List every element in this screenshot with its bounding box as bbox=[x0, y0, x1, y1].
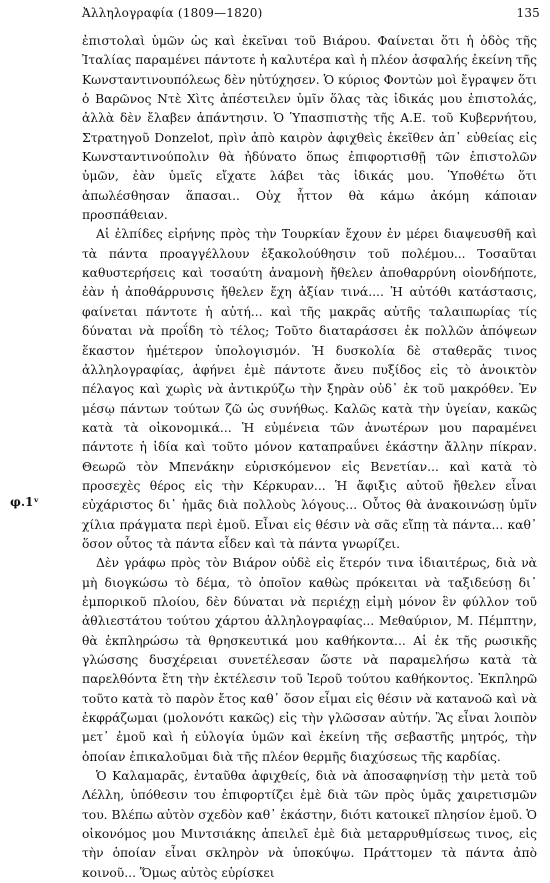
running-title-text: Ἀλληλογραφία bbox=[82, 6, 174, 20]
paragraph-3: Δὲν γράφω πρὸς τὸν Βιάρον οὐδὲ εἰς ἕτερόν τινα ἰδιαιτέρως, διὰ νὰ μὴ διογκώσω τὸ δέμα, τὸ ὁποῖον καθὼς πρόκειται νὰ ταξιδεύσῃ δι᾿ ἐμπορικοῦ πλοίου, δὲν δύναται νὰ περιέχῃ εἰμὴ μόνον ἓν φύλλον τοῦ ἀθλιεστάτου τούτου χάρτου ἀλληλογραφίας... Μεθαύριον, Μ. Πέμπτην, θὰ ἐκπληρώσω τὰ θρησκευτικά μου καθήκοντα... Αἱ ἐκ τῆς ρωσικῆς γλώσσης δυσχέρειαι συνετέλεσαν ὥστε νὰ παραμελήσω κατὰ τὰ παρελθόντα ἔτη τὴν ἐκτέλεσιν τοῦ Ἱεροῦ τούτου καθήκοντος. Ἐκπληρῶ τοῦτο κατὰ τὸ παρὸν ἔτος καθ᾿ ὅσον εἶμαι εἰς θέσιν νὰ κατανοῶ καὶ νὰ ἐκφράζωμαι (μολονότι κακῶς) εἰς τὴν γλῶσσαν αὐτήν. Ἂς εἶναι λοιπὸν μετ᾿ ἐμοῦ καὶ ἡ εὐλογία ὑμῶν καὶ ἐκείνη τῆς σεβαστῆς μητρός, τὴν ὁποίαν ἐπικαλοῦμαι διὰ τῆς πλέον θερμῆς διαχύσεως τῆς καρδίας. bbox=[82, 556, 537, 764]
page-number: 135 bbox=[516, 6, 540, 20]
paragraph-4: Ὁ Καλαμαρᾶς, ἐνταῦθα ἀφιχθείς, διὰ νὰ ἀποσαφηνίσῃ τὴν μετὰ τοῦ Λέλλη, ὑπόθεσιν του ἐπιφορτίζει ἐμὲ διὰ τῶν πρὸς ὑμᾶς χαιρετισμῶν του. Βλέπω αὐτὸν σχεδὸν καθ᾿ ἑκάστην, διότι κατοικεῖ πλησίον ἐμοῦ. Ὁ οἰκονόμος μου Μιντσιάκης ἀπειλεῖ ἐμὲ διὰ μεταρρυθμίσεως τινος, εἰς τὴν ὁποίαν εἶναι σκληρὸν νὰ ὑποκύψω. Πράττομεν τὰ πάντα ἀπὸ κοινοῦ... Ὅμως αὐτὸς εὑρίσκει bbox=[82, 769, 537, 880]
running-head bbox=[82, 6, 540, 24]
folio-margin-note: φ.1ᵛ bbox=[10, 495, 40, 509]
running-title bbox=[82, 6, 263, 20]
paragraph-2: Αἱ ἐλπίδες εἰρήνης πρὸς τὴν Τουρκίαν ἔχουν ἐν μέρει διαψευσθῆ καὶ τὰ πάντα προαγγέλλουν ἐξακολούθησιν τοῦ πολέμου... Τοσαῦται καθυστερήσεις καὶ τοσαύτη ἀναμονὴ ἤθελεν ἀποθαρρύνη οἰονδήποτε, ἐὰν ἡ ἀποθάρρυνσις ἤθελεν ἔχη ἀξίαν τινά.... Ἡ αὐτόθι κατάστασις, φαίνεται πάντοτε ἡ αὐτή... καὶ τῆς μακρᾶς αὐτῆς ταλαιπωρίας τίς δύναται νὰ προΐδη τὸ τέλος; Τοῦτο διαταράσσει ἐκ πολλῶν ἀπόψεων ἕκαστον ἡμέτερον ὑπολογισμόν. Ἡ δυσκολία δὲ σταθερᾶς τινος ἀλληλογραφίας, ἀφήνει ἐμὲ πάντοτε ἄνευ πυξίδος εἰς τὸ ἀνοικτὸν πέλαγος καὶ χωρὶς νὰ ἀντικρύζω τὴν ξηρὰν οὐδ᾿ ἐκ τοῦ μακρόθεν. Ἐν μέσῳ πάντων τούτων ζῶ ὡς συνήθως. Καλῶς κατὰ τὴν ὑγείαν, κακῶς κατὰ τὰ οἰκονομικά... Ἡ εὐμένεια τῶν ἀνωτέρων μου παραμένει πάντοτε ἡ ἰδία καὶ τοῦτο μόνον καταπραΰνει ἑκάστην ἄλλην πίκραν. Θεωρῶ τὸν Μπενάκην εὑρισκόμενον εἰς Βενετίαν... καὶ κατὰ τὸ προσεχὲς θέρος εἰς τὴν Κέρκυραν... Ἡ ἄφιξις αὐτοῦ ἤθελεν εἶναι εὐχάριστος δι᾿ ἡμᾶς διὰ πολλοὺς λόγους... Οὗτος θὰ ἀνακοινώσῃ ὑμῖν χίλια πράγματα περὶ ἐμοῦ. Εἶναι εἰς θέσιν νὰ σᾶς εἴπῃ τὰ πάντα... καθ᾿ ὅσον οὗτος τὰ πάντα εἶδεν καὶ τὰ πάντα γνωρίζει. bbox=[82, 227, 537, 551]
running-title-years: (1809—1820) bbox=[177, 6, 263, 20]
paragraph-1: ἐπιστολαὶ ὑμῶν ὡς καὶ ἐκεῖναι τοῦ Βιάρου. Φαίνεται ὅτι ἡ ὁδὸς τῆς Ἰταλίας παραμένει πάντοτε ἡ καλυτέρα καὶ ἡ πλέον ἀσφαλής ἐκείνη τῆς Κωνσταντινουπόλεως δὲν ηὐτύχησεν. Ὁ κύριος Φοντὼν μοὶ ἔγραψεν ὅτι ὁ Βαρῶνος Ντὲ Χὶτς ἀπέστειλεν ὑμῖν ὅλας τὰς ἰδικάς μου ἐπιστολάς, ἀλλὰ δὲν ἔλαβεν ἀπάντησιν. Ὁ Ὑπασπιστὴς τῆς Α.Ε. τοῦ Κυβερνήτου, Στρατηγοῦ Donzelot, πρὶν ἀπὸ καιρὸν ἀφιχθεὶς ἐκεῖθεν ἀπ᾿ εὐθείας εἰς Κωνσταντινούπολιν θὰ ἠδύνατο ὅπως ἐπιφορτισθῇ τῶν ἐπιστολῶν ὑμῶν, ἐὰν ὑμεῖς εἴχατε λάβει τὰς ἰδικάς μου. Ὑποθέτω ὅτι ἀπωλέσθησαν ἅπασαι.. Οὐχ ἧττον θὰ κάμω ἀκόμη κάποιαν προσπάθειαν. bbox=[82, 34, 537, 223]
body-text bbox=[82, 32, 537, 883]
